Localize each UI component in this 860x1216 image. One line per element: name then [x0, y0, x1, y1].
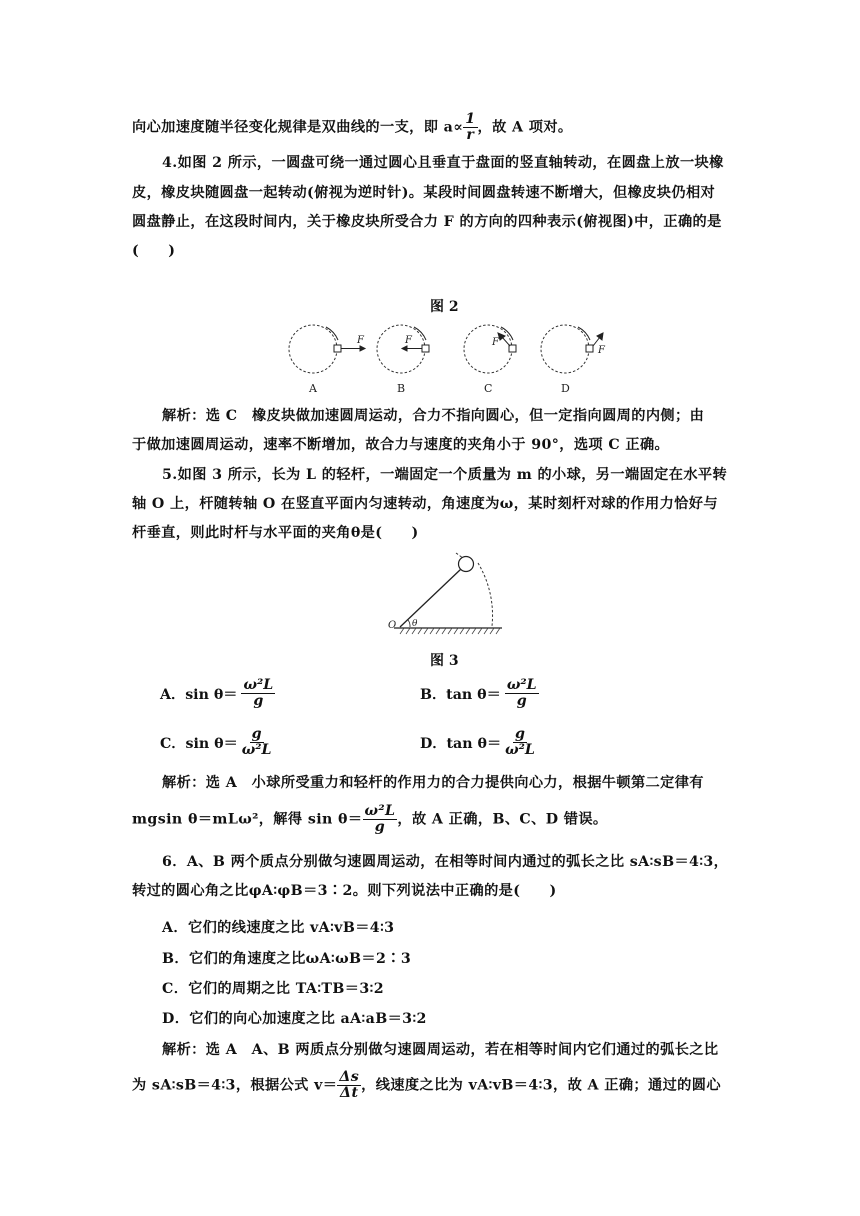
- text-line: 向心加速度随半径变化规律是双曲线的一支，即 a∝ $\frac{1}{r}$ ，故 A 项对。: [132, 111, 573, 143]
- option-d[interactable]: D．tan θ＝ $\frac{g}{\text{ω²L}}$: [420, 726, 535, 758]
- figure-3: [382, 548, 507, 638]
- option-label: B: [397, 382, 406, 395]
- option-b[interactable]: B．tan θ＝ $\frac{\text{ω²L}}{g}$: [420, 677, 537, 709]
- question-6-line-1: 6．A、B 两个质点分别做匀速圆周运动，在相等时间内通过的弧长之比 sA∶sB＝4∶3，: [162, 854, 729, 870]
- figure-2: [280, 318, 620, 398]
- option-a[interactable]: A．sin θ＝ $\frac{\text{ω²L}}{g}$: [160, 677, 274, 709]
- option-d[interactable]: D．它们的向心加速度之比 aA∶aB＝3∶2: [162, 1011, 427, 1027]
- figure-3-caption: 图 3: [430, 653, 459, 669]
- force-label: F: [598, 345, 605, 356]
- fraction: $\frac{\text{ω²L}}{g}$: [364, 803, 396, 835]
- question-4-line-1: 4.如图 2 所示，一圆盘可绕一通过圆心且垂直于盘面的竖直轴转动，在圆盘上放一块橡: [162, 155, 724, 171]
- option-c[interactable]: C．它们的周期之比 TA∶TB＝3∶2: [162, 981, 384, 997]
- option-label: C: [484, 382, 493, 395]
- answer-4-line-2: 于做加速圆周运动，速率不断增加，故合力与速度的夹角小于 90°，选项 C 正确。: [132, 437, 670, 453]
- option-label: A: [309, 382, 317, 395]
- answer-6-line-1: 解析：选 A A、B 两质点分别做匀速圆周运动，若在相等时间内它们通过的弧长之比: [162, 1042, 719, 1058]
- question-5-line-2: 轴 O 上，杆随转轴 O 在竖直平面内匀速转动，角速度为ω，某时刻杆对球的作用力恰好与: [132, 496, 718, 512]
- answer-5-line-1: 解析：选 A 小球所受重力和轻杆的作用力的合力提供向心力，根据牛顿第二定律有: [162, 775, 704, 791]
- option-b[interactable]: B．它们的角速度之比ωA∶ωB＝2∶3: [162, 951, 412, 967]
- option-c[interactable]: C．sin θ＝ $\frac{g}{\text{ω²L}}$: [160, 726, 272, 758]
- option-a[interactable]: A．它们的线速度之比 vA∶vB＝4∶3: [162, 920, 395, 936]
- question-5-line-1: 5.如图 3 所示，长为 L 的轻杆，一端固定一个质量为 m 的小球，另一端固定在水平转: [162, 467, 728, 483]
- question-4-line-3: 圆盘静止，在这段时间内，关于橡皮块所受合力 F 的方向的四种表示(俯视图)中，正确的是: [132, 214, 722, 230]
- force-label: F: [492, 337, 499, 348]
- answer-5-line-2: mgsin θ＝mLω²，解得 sin θ＝ $\frac{\text{ω²L}}{g}$ ，故 A 正确，B、C、D 错误。: [132, 803, 608, 835]
- angle-label: θ: [412, 619, 418, 629]
- figure-2-caption: 图 2: [430, 299, 459, 315]
- pivot-label: O: [388, 620, 397, 631]
- option-label: D: [561, 382, 570, 395]
- question-4-line-2: 皮，橡皮块随圆盘一起转动(俯视为逆时针)。某段时间圆盘转速不断增大，但橡皮块仍相对: [132, 185, 716, 201]
- answer-4-line-1: 解析：选 C 橡皮块做加速圆周运动，合力不指向圆心，但一定指向圆周的内侧；由: [162, 408, 705, 424]
- question-4-line-4: ( ): [132, 243, 176, 259]
- answer-6-line-2: 为 sA∶sB＝4∶3，根据公式 v＝ $\frac{\Delta s}{\Delta t}$ ，线速度之比为 vA∶vB＝4∶3，故 A 正确；通过的圆心: [132, 1069, 721, 1101]
- fraction: $\frac{\Delta s}{\Delta t}$: [339, 1069, 360, 1101]
- fraction: $\frac{1}{r}$: [465, 111, 476, 143]
- force-label: F: [357, 335, 364, 346]
- question-5-line-3: 杆垂直，则此时杆与水平面的夹角θ是( ): [132, 525, 419, 541]
- question-6-line-2: 转过的圆心角之比φA∶φB＝3∶2。则下列说法中正确的是( ): [132, 883, 557, 899]
- force-label: F: [405, 335, 412, 346]
